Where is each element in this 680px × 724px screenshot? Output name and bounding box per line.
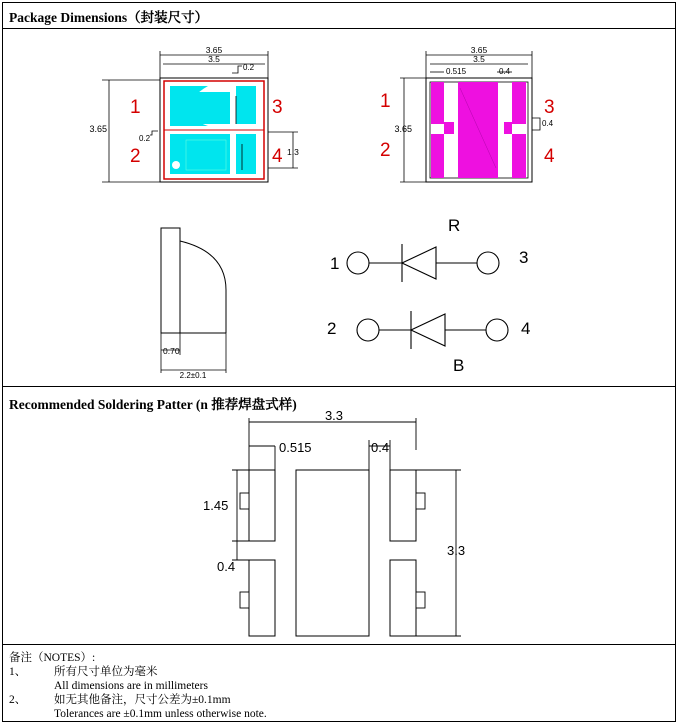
- bottom-pin-3: 3: [544, 97, 555, 118]
- package-dimensions-title: Package Dimensions（封装尺寸）: [9, 10, 209, 25]
- top-width-outer: 3.65: [205, 45, 223, 55]
- schematic-pin-1: 1: [330, 254, 340, 273]
- note-1-chinese: 所有尺寸单位为毫米: [54, 666, 158, 678]
- note-2-chinese: 如无其他备注，尺寸公差为±0.1mm: [54, 694, 231, 706]
- soldering-pattern: [203, 408, 465, 636]
- bottom-height-outer: 3.65: [394, 124, 412, 134]
- solder-vertical-gap: 0.4: [217, 559, 236, 574]
- bottom-pin-4: 4: [544, 146, 555, 167]
- note-1-en-row: [9, 679, 208, 693]
- side-height: 2.2±0.1: [179, 371, 207, 380]
- bottom-gap-width: 0.4: [499, 67, 511, 76]
- bottom-pin-2: 2: [380, 140, 391, 161]
- top-pin-3: 3: [272, 97, 283, 118]
- led-top-label: R: [448, 216, 461, 235]
- note-2-english: Tolerances are ±0.1mm unless otherwise note.: [54, 708, 267, 720]
- red-led-diode-symbol: [402, 247, 436, 279]
- note-1-english: All dimensions are in millimeters: [54, 680, 208, 692]
- schematic-pin-2: 2: [327, 319, 337, 338]
- notes-heading: 备注（NOTES）:: [9, 652, 96, 664]
- top-dim-small-top: 0.2: [243, 63, 255, 72]
- note-2-en-row: [9, 707, 267, 721]
- solder-total-width: 3.3: [324, 408, 344, 423]
- pin-2-terminal: [357, 319, 379, 341]
- solder-gap: 0.4: [371, 440, 390, 455]
- circuit-schematic: [327, 216, 530, 375]
- note-1: [9, 665, 158, 679]
- note-2-number: 2、: [9, 694, 27, 706]
- pin-1-terminal: [347, 252, 369, 274]
- notes-section: [9, 651, 267, 721]
- blue-led-diode-symbol: [411, 314, 445, 346]
- top-pad-height: 1.3: [287, 147, 299, 157]
- schematic-pin-3: 3: [519, 248, 529, 267]
- soldering-pattern-title: Recommended Soldering Patter (n 推荐焊盘式样): [9, 397, 297, 412]
- solder-total-height: 3.3: [447, 543, 466, 558]
- bottom-width-outer: 3.65: [470, 45, 488, 55]
- package-top-view: [89, 45, 299, 182]
- pin-3-terminal: [477, 252, 499, 274]
- note-1-number: 1、: [9, 666, 27, 678]
- package-bottom-view: [380, 45, 555, 182]
- solder-pad-height: 1.45: [203, 498, 229, 513]
- bottom-width-inner: 3.5: [473, 54, 485, 64]
- solder-pad-width: 0.515: [279, 440, 312, 455]
- top-pin-2: 2: [130, 146, 141, 167]
- bottom-pin-1: 1: [380, 91, 391, 112]
- top-height-outer: 3.65: [89, 124, 107, 134]
- bottom-gap-right: 0.4: [542, 119, 554, 128]
- led-bottom-label: B: [453, 356, 465, 375]
- note-2: [9, 693, 231, 707]
- side-view: [161, 228, 226, 380]
- top-dim-small-left: 0.2: [139, 134, 151, 143]
- pin-4-terminal: [486, 319, 508, 341]
- top-width-inner: 3.5: [208, 54, 220, 64]
- schematic-pin-4: 4: [521, 319, 531, 338]
- side-thickness: 0.70: [163, 346, 180, 356]
- top-pin-1: 1: [130, 97, 141, 118]
- top-pin-4: 4: [272, 146, 283, 167]
- bottom-pad-width: 0.515: [446, 67, 467, 76]
